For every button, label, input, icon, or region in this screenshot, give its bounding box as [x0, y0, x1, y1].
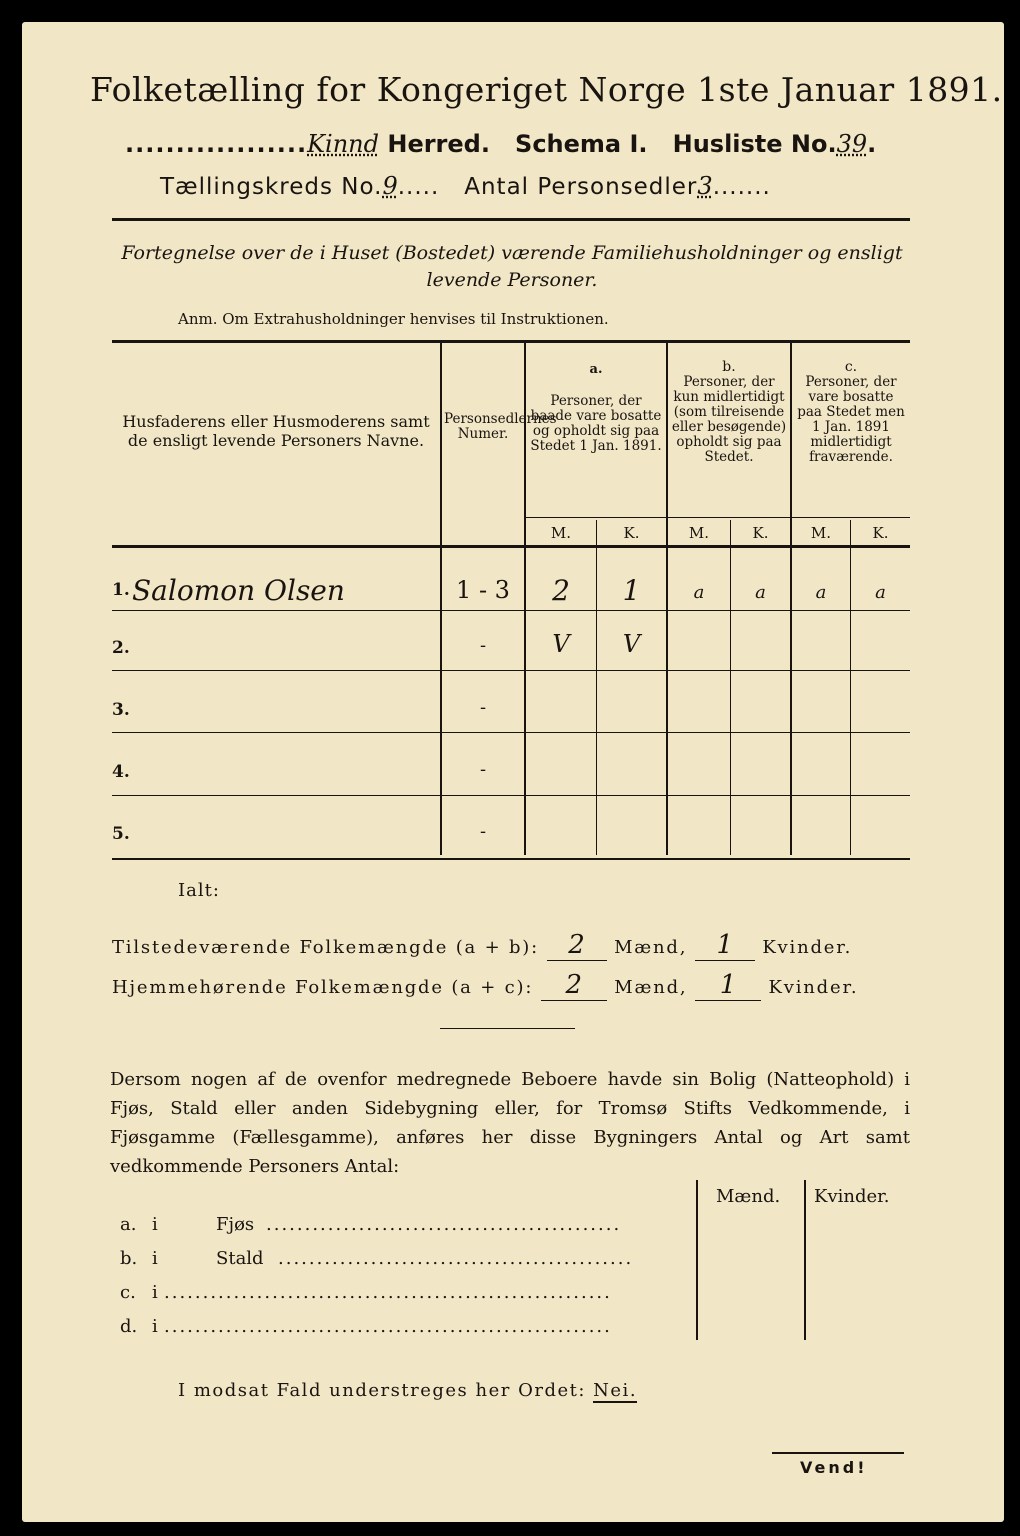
header-b-col: Personer, der kun midlertidigt (som tilreisende eller besøgende) opholdt sig paa Stedet.	[671, 374, 787, 465]
building-item-prep: i	[152, 1282, 158, 1303]
mk-rule	[524, 517, 910, 518]
buildings-col-divider-2	[804, 1180, 806, 1340]
row-numer: 1 - 3	[456, 576, 510, 604]
row-number: 1.	[112, 580, 130, 600]
row-rule-2	[112, 670, 910, 671]
intro-text: Fortegnelse over de i Huset (Bostedet) værende Familiehusholdninger og ensligt levende Personer.	[121, 242, 903, 291]
building-item-dots: ..........................................................	[164, 1316, 612, 1337]
hjemme-line	[112, 970, 912, 1001]
header-name-col: Husfaderens eller Husmoderens samt de ensligt levende Personers Navne.	[122, 412, 430, 450]
vend-rule	[772, 1452, 904, 1454]
tilstede-label: Tilstedeværende Folkemængde (a + b):	[112, 937, 539, 958]
building-item-label: Stald	[216, 1248, 264, 1269]
col-divider-numer	[440, 343, 442, 855]
header-c-letter: c.	[844, 359, 858, 375]
tilstede-kvinder-value: 1	[695, 930, 755, 961]
row-numer: -	[479, 759, 487, 780]
row-rule-4	[112, 795, 910, 796]
col-divider-ak	[596, 520, 597, 855]
header-a-m: M.	[550, 524, 572, 542]
table-bottom-rule	[112, 858, 910, 860]
hjemme-label: Hjemmehørende Folkemængde (a + c):	[112, 977, 534, 998]
herred-value: Kinnd	[307, 130, 379, 158]
building-item-label: Fjøs	[216, 1214, 255, 1235]
building-item-prep: i	[152, 1248, 158, 1269]
nei-line	[178, 1380, 637, 1401]
row-c-m: a	[815, 582, 827, 603]
building-item-prep: i	[152, 1214, 158, 1235]
header-b-letter: b.	[722, 359, 736, 375]
col-divider-bk	[730, 520, 731, 855]
tilstede-maend-label: Mænd,	[614, 937, 688, 958]
header-b-m: M.	[688, 524, 710, 542]
row-number: 5.	[112, 824, 130, 844]
tilstede-maend-value: 2	[547, 930, 607, 961]
buildings-kvinder-header: Kvinder.	[814, 1186, 890, 1207]
header-c-k: K.	[872, 524, 889, 542]
header-rule	[112, 218, 910, 221]
herred-dots: ..................	[125, 130, 308, 158]
col-divider-ck	[850, 520, 851, 855]
buildings-paragraph: Dersom nogen af de ovenfor medregnede Beboere havde sin Bolig (Natteophold) i Fjøs, Stald eller anden Sidebygning eller, for Tromsø Stifts Vedkommende, i Fjøsgamme (Fællesgamme), anføres her disse Bygningers Antal og Art samt vedkommende Personers Antal:	[110, 1069, 910, 1177]
tilstede-line	[112, 930, 912, 961]
header-c-col: Personer, der vare bosatte paa Stedet men 1 Jan. 1891 midlertidigt fraværende.	[797, 374, 905, 465]
row-b-k: a	[755, 582, 766, 603]
row-name: Salomon Olsen	[132, 574, 345, 607]
header-numer-col: Personsedlernes Numer.	[444, 411, 557, 442]
row-a-k: 1	[622, 574, 641, 607]
row-number: 3.	[112, 700, 130, 720]
husliste-label: Husliste No.	[672, 130, 837, 158]
header-a-letter: a.	[589, 362, 603, 377]
personsedler-value: 3	[697, 172, 713, 200]
building-item-letter: a.	[120, 1214, 137, 1235]
kreds-line: Tællingskreds No.9..... Antal Personsedler3.......	[160, 172, 771, 200]
separator-rule	[440, 1028, 575, 1029]
hjemme-maend-label: Mænd,	[614, 977, 688, 998]
building-item-letter: b.	[120, 1248, 138, 1269]
hjemme-maend-value: 2	[541, 970, 607, 1001]
header-a-k: K.	[623, 524, 640, 542]
row-number: 4.	[112, 762, 130, 782]
herred-label: Herred.	[387, 130, 490, 158]
schema-label: Schema I.	[515, 130, 648, 158]
row-rule-1	[112, 610, 910, 611]
building-item-letter: d.	[120, 1316, 138, 1337]
building-item-dots: ..........................................................	[164, 1282, 612, 1303]
ialt-label: Ialt:	[178, 880, 220, 901]
nei-prefix: I modsat Fald understreges her Ordet:	[178, 1380, 586, 1401]
personsedler-label: Antal Personsedler	[464, 174, 698, 200]
kreds-label: Tællingskreds No.	[160, 174, 383, 200]
buildings-maend-header: Mænd.	[716, 1186, 781, 1207]
row-b-m: a	[693, 582, 705, 603]
anm-note: Anm. Om Extrahusholdninger henvises til Instruktionen.	[178, 310, 609, 328]
hjemme-kvinder-value: 1	[695, 970, 761, 1001]
row-a-k: V	[622, 630, 641, 658]
row-a-m: V	[552, 630, 570, 658]
kreds-value: 9	[382, 172, 398, 200]
form-title: Folketælling for Kongeriget Norge 1ste Januar 1891.	[90, 70, 1003, 109]
row-number: 2.	[112, 638, 130, 658]
row-numer: -	[479, 697, 487, 718]
vend-label: Vend!	[800, 1458, 868, 1477]
herred-line: ..................Kinnd Herred. Schema I. Husliste No.39.	[125, 130, 878, 158]
row-numer: -	[479, 821, 487, 842]
building-item-prep: i	[152, 1316, 158, 1337]
building-item-dots: ..............................................	[266, 1214, 622, 1235]
row-rule-3	[112, 732, 910, 733]
nei-word: Nei.	[593, 1380, 638, 1401]
building-item-letter: c.	[120, 1282, 136, 1303]
building-item-dots: ..............................................	[278, 1248, 634, 1269]
header-a-col: Personer, der baade vare bosatte og opholdt sig paa Stedet 1 Jan. 1891.	[530, 393, 662, 454]
header-c-m: M.	[810, 524, 832, 542]
header-b-k: K.	[752, 524, 769, 542]
row-numer: -	[479, 635, 487, 656]
hjemme-kvinder-label: Kvinder.	[768, 977, 859, 998]
row-a-m: 2	[552, 574, 570, 607]
tilstede-kvinder-label: Kvinder.	[762, 937, 853, 958]
buildings-col-divider-1	[696, 1180, 698, 1340]
husliste-value: 39	[836, 130, 868, 158]
row-c-k: a	[875, 582, 886, 603]
